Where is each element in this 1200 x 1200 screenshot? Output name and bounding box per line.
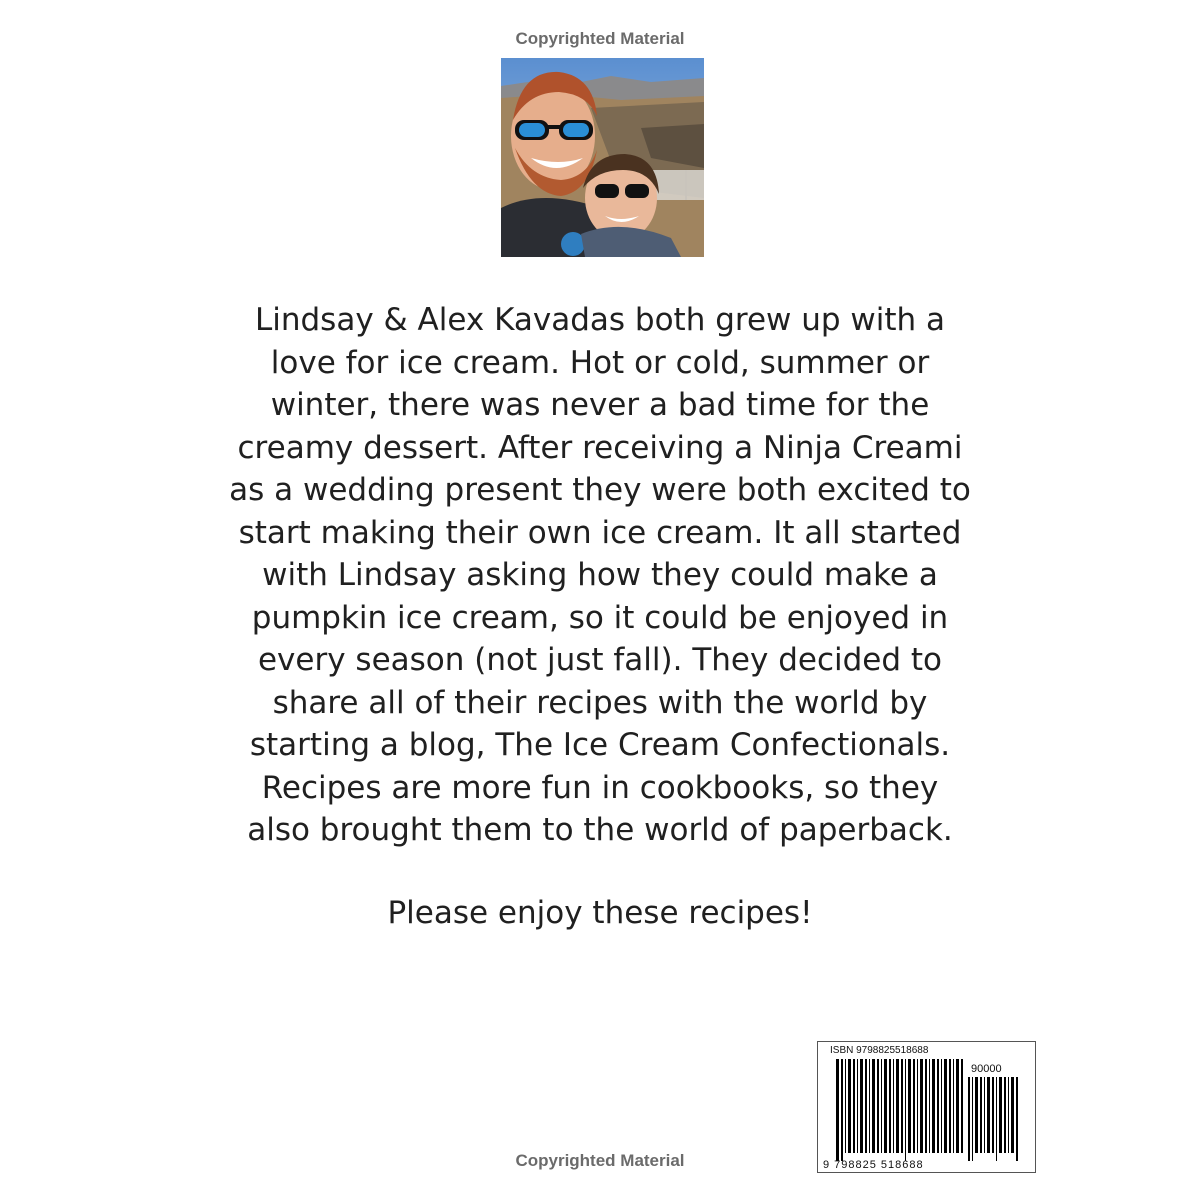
bio-line: with Lindsay asking how they could make a — [262, 557, 938, 593]
ean-digits: 9 798825 518688 — [823, 1159, 924, 1171]
bio-line: every season (not just fall). They decided to — [257, 642, 942, 678]
author-bio — [150, 299, 1050, 852]
copyright-watermark-bottom: Copyrighted Material — [515, 1151, 685, 1170]
bio-line: winter, there was never a bad time for the — [270, 387, 930, 423]
bio-line: starting a blog, The Ice Cream Confectionals. — [249, 727, 951, 763]
bio-line: share all of their recipes with the world by — [272, 684, 928, 721]
bio-line: as a wedding present they were both excited to — [229, 472, 971, 508]
bio-line: start making their own ice cream. It all started — [238, 514, 962, 551]
copyright-watermark-top: Copyrighted Material — [515, 29, 685, 48]
bio-line: pumpkin ice cream, so it could be enjoyed in — [251, 599, 949, 636]
author-photo — [501, 58, 704, 257]
bio-line: love for ice cream. Hot or cold, summer or — [270, 344, 930, 381]
price-code: 90000 — [971, 1063, 1002, 1075]
closing-line: Please enjoy these recipes! — [387, 895, 813, 931]
bio-line: Lindsay & Alex Kavadas both grew up with a — [254, 302, 946, 338]
ean-barcode-bars — [836, 1059, 964, 1161]
isbn-label: ISBN 9798825518688 — [830, 1045, 929, 1056]
addon-barcode-bars — [968, 1077, 1018, 1161]
bio-line: Recipes are more fun in cookbooks, so they — [261, 769, 939, 806]
bio-line: also brought them to the world of paperback. — [247, 812, 953, 848]
bio-line: creamy dessert. After receiving a Ninja Creami — [237, 429, 963, 466]
